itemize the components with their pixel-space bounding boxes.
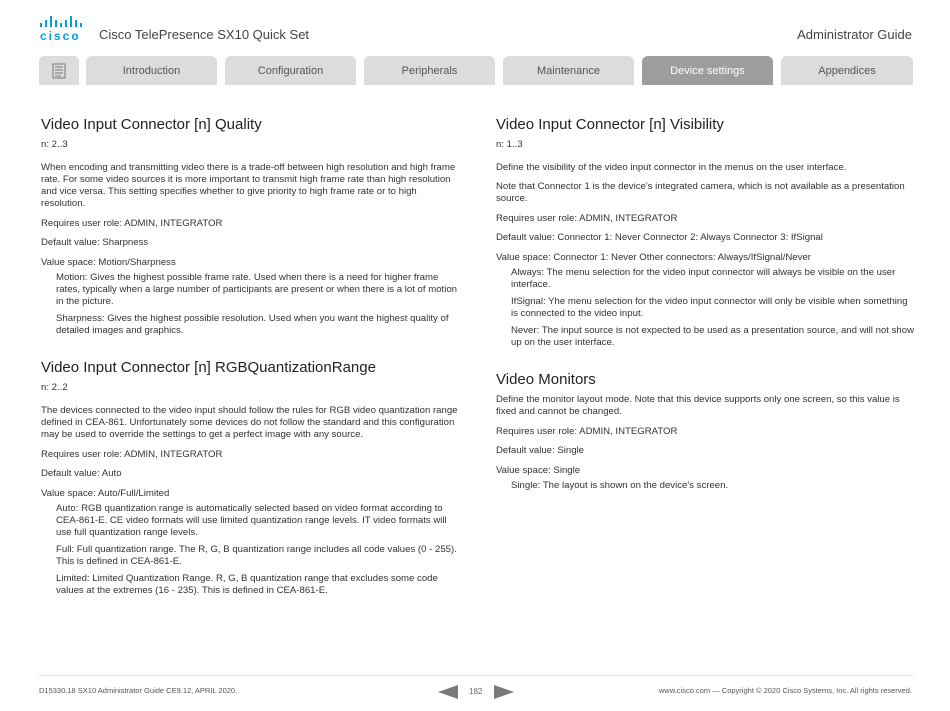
footer-copyright[interactable]: www.cisco.com — Copyright © 2020 Cisco Systems, Inc. All rights reserved.: [658, 686, 912, 695]
section-title: Video Input Connector [n] Quality: [41, 116, 262, 133]
value-option: Auto: RGB quantization range is automatically selected based on video format according to CEA-861-E. CE video formats will use limited quantization range levels. IT video formats will use full quantization range levels.: [56, 503, 447, 538]
tab-configuration[interactable]: Configuration: [225, 56, 356, 85]
default-value: Default value: Auto: [41, 468, 122, 479]
user-role: Requires user role: ADMIN, INTEGRATOR: [41, 449, 223, 460]
tab-maintenance[interactable]: Maintenance: [503, 56, 634, 85]
default-value: Default value: Sharpness: [41, 237, 149, 248]
user-role: Requires user role: ADMIN, INTEGRATOR: [41, 218, 223, 229]
tab-device-settings[interactable]: Device settings: [642, 56, 773, 85]
monitors-section: [496, 371, 916, 492]
value-space: Value space: Single: [496, 465, 581, 476]
contents-button[interactable]: [39, 56, 79, 85]
value-option: Single: The layout is shown on the device's screen.: [511, 480, 729, 491]
user-role: Requires user role: ADMIN, INTEGRATOR: [496, 213, 678, 224]
value-option: Motion: Gives the highest possible frame rate. Used when there is a need for higher frame rates, typically when a large number of participants are present or when there is a lot of motion in the picture.: [56, 272, 458, 307]
logo-bars-icon: [40, 16, 86, 27]
page-header: [0, 0, 950, 50]
document-icon: [52, 63, 66, 79]
description-note: Note that Connector 1 is the device's integrated camera, which is not available as a presentation source.: [496, 181, 905, 204]
n-range: n: 2..3: [41, 139, 68, 150]
value-option: Never: The input source is not expected to be used as a presentation source, and will not show up on the user interface.: [511, 325, 914, 348]
value-space: Value space: Connector 1: Never Other connectors: Always/IfSignal/Never: [496, 252, 811, 263]
value-option: Limited: Limited Quantization Range. R, G, B quantization range that excludes some code values at the extremes (16 - 235). This is defined in CEA-861-E.: [56, 573, 438, 596]
section-title: Video Monitors: [496, 371, 596, 388]
value-option: Full: Full quantization range. The R, G, B quantization range includes all code values (0 - 255). This is defined in CEA-861-E.: [56, 544, 457, 567]
default-value: Default value: Single: [496, 445, 584, 456]
tab-peripherals[interactable]: Peripherals: [364, 56, 495, 85]
right-column: [496, 116, 916, 514]
left-column: [41, 116, 461, 619]
tab-introduction[interactable]: Introduction: [86, 56, 217, 85]
value-space: Value space: Auto/Full/Limited: [41, 488, 170, 499]
tab-appendices[interactable]: Appendices: [781, 56, 913, 85]
description: The devices connected to the video input should follow the rules for RGB video quantization range defined in CEA-861. Unfortunately some devices do not follow the standard and this configuration may be used to override the settings to get a perfect image with any source.: [41, 405, 458, 440]
n-range: n: 1..3: [496, 139, 523, 150]
value-space: Value space: Motion/Sharpness: [41, 257, 176, 268]
value-option: Sharpness: Gives the highest possible resolution. Used when you want the highest quality of detailed images and graphics.: [56, 313, 449, 336]
value-option: IfSignal: Yhe menu selection for the video input connector will only be visible when something is connected to the video input.: [511, 296, 908, 319]
value-option: Always: The menu selection for the video input connector will always be visible on the user interface.: [511, 267, 896, 290]
footer-divider: [39, 675, 913, 676]
rgb-section: [41, 359, 461, 597]
guide-title: Administrator Guide: [797, 27, 912, 42]
visibility-section: [496, 116, 916, 349]
n-range: n: 2..2: [41, 382, 68, 393]
default-value: Default value: Connector 1: Never Connector 2: Always Connector 3: IfSignal: [496, 232, 823, 243]
next-page-icon[interactable]: [494, 684, 514, 700]
footer-doc-info: D15330.18 SX10 Administrator Guide CE9.12, APRIL 2020.: [39, 686, 238, 695]
page-navigator: [438, 684, 514, 700]
section-title: Video Input Connector [n] Visibility: [496, 116, 724, 133]
previous-page-icon[interactable]: [438, 684, 458, 700]
chapter-nav: [39, 56, 913, 85]
description: Define the monitor layout mode. Note that this device supports only one screen, so this value is fixed and cannot be changed.: [496, 394, 900, 417]
section-title: Video Input Connector [n] RGBQuantizationRange: [41, 359, 376, 376]
logo-text: cisco: [40, 29, 81, 43]
description: Define the visibility of the video input connector in the menus on the user interface.: [496, 162, 847, 173]
page-number: 182: [469, 687, 483, 696]
cisco-logo[interactable]: [40, 16, 86, 43]
quality-section: [41, 116, 461, 337]
description: When encoding and transmitting video there is a trade-off between high resolution and high frame rate. For some video sources it is more important to transmit high frame rate than high resolution and vice versa. This setting specifies whether to give priority to high frame rate or to high resolution.: [41, 162, 456, 209]
user-role: Requires user role: ADMIN, INTEGRATOR: [496, 426, 678, 437]
document-title: Cisco TelePresence SX10 Quick Set: [99, 27, 310, 42]
